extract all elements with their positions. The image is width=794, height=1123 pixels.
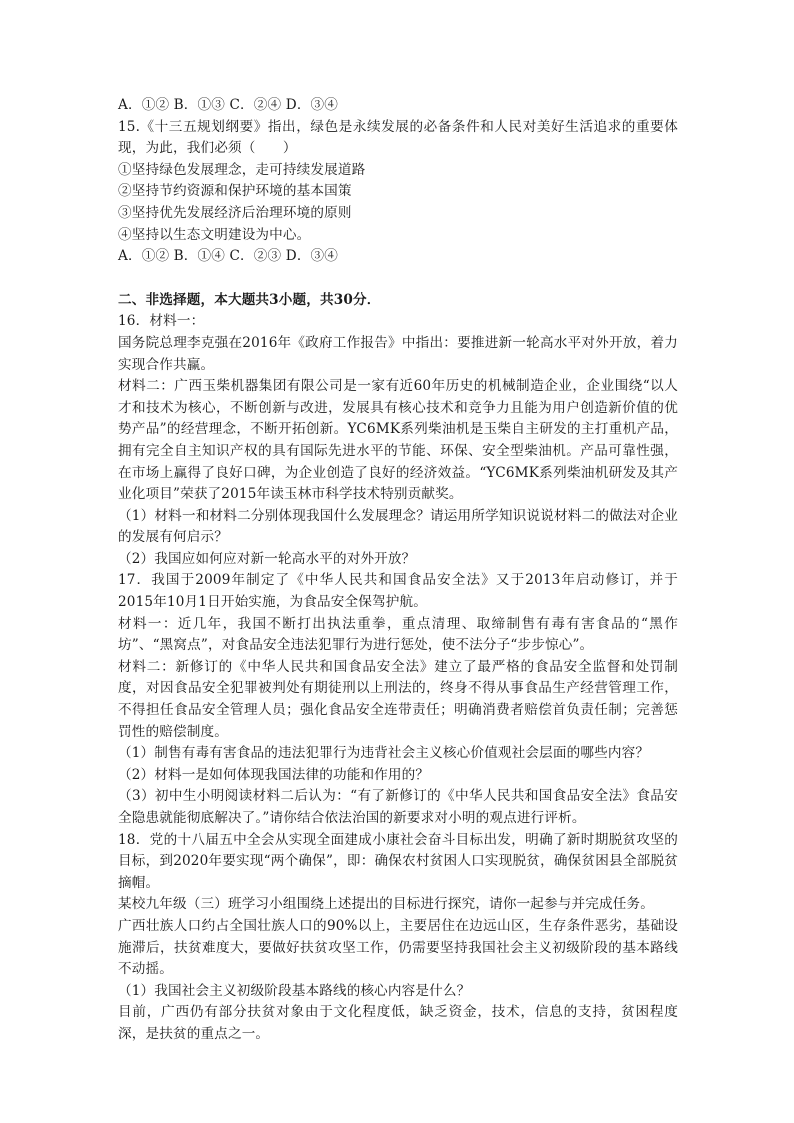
q15-item-1: ①坚持绿色发展理念，走可持续发展道路 bbox=[118, 161, 366, 178]
q18-material-2: 目前，广西仍有部分扶贫对象由于文化程度低，缺乏资金，技术，信息的支持，贫困程度深，是扶贫的重点之一。 bbox=[118, 1004, 678, 1042]
q15-item-2: ②坚持节约资源和保护环境的基本国策 bbox=[118, 183, 352, 200]
q15-stem: 15.《十三五规划纲要》指出，绿色是永续发展的必备条件和人民对美好生活追求的重要体现，为此，我们必须（ ） bbox=[118, 118, 678, 157]
q16-material-1: 国务院总理李克强在2016年《政府工作报告》中指出：要推进新一轮高水平对外开放，着力实现合作共赢。 bbox=[118, 334, 678, 373]
q16-number: 16．材料一： bbox=[118, 313, 205, 330]
q14-options: A．①② B．①③ C．②④ D．③④ bbox=[118, 97, 339, 113]
q17-question-2: （2）材料一是如何体现我国法律的功能和作用的？ bbox=[118, 766, 430, 783]
q17-stem: 17．我国于2009年制定了《中华人民共和国食品安全法》又于2013年启动修订，并于2015年10月1日开始实施，为食品安全保驾护航。 bbox=[118, 572, 678, 611]
q15-item-3: ③坚持优先发展经济后治理环境的原则 bbox=[118, 204, 352, 221]
q17-question-1: （1）制售有毒有害食品的违法犯罪行为违背社会主义核心价值观社会层面的哪些内容？ bbox=[118, 745, 650, 762]
q15-item-4: ④坚持以生态文明建设为中心。 bbox=[118, 226, 311, 243]
q16-question-1: （1）材料一和材料二分别体现我国什么发展理念？请运用所学知识说说材料二的做法对企业的发展有何启示？ bbox=[118, 507, 678, 546]
q17-question-3: （3）初中生小明阅读材料二后认为：“有了新修订的《中华人民共和国食品安全法》食品安全隐患就能彻底解决了。”请你结合依法治国的新要求对小明的观点进行评析。 bbox=[118, 788, 678, 826]
section-title: 二、非选择题，本大题共3小题，共30分． bbox=[118, 291, 381, 308]
q16-material-2: 材料二：广西玉柴机器集团有限公司是一家有近60年历史的机械制造企业，企业围绕“以人才和技术为核心，不断创新与改进，发展具有核心技术和竞争力且能为用户创造新价值的优势产品”的经营理念，不断开拓创新。YC6MK系列柴油机是玉柴自主研发的主打重机产品，拥有完全自主知识产权的具有国际先进水平的节能、环保、安全型柴油机。产品可靠性强，在市场上赢得了良好口碑，为企业创造了良好的经济效益。“YC6MK系列柴油机研发及其产业化项目”荣获了2015年读玉林市科学技术特别贡献奖。 bbox=[118, 378, 678, 503]
q18-material: 广西壮族人口约占全国壮族人口的90%以上，主要居住在边远山区，生存条件恶劣，基础设施滞后，扶贫难度大，要做好扶贫攻坚工作，仍需要坚持我国社会主义初级阶段的基本路线不动摇。 bbox=[118, 917, 678, 978]
q18-stem: 18．党的十八届五中全会从实现全面建成小康社会奋斗目标出发，明确了新时期脱贫攻坚的目标，到2020年要实现“两个确保”，即：确保农村贫困人口实现脱贫，确保贫困县全部脱贫摘帽。 bbox=[118, 831, 678, 891]
q18-question-1: （1）我国社会主义初级阶段基本路线的核心内容是什么？ bbox=[118, 982, 471, 999]
q16-question-2: （2）我国应如何应对新一轮高水平的对外开放？ bbox=[118, 550, 416, 567]
q18-intro: 某校九年级（三）班学习小组围绕上述提出的目标进行探究，请你一起参与并完成任务。 bbox=[118, 896, 655, 913]
q15-options: A．①② B．①④ C．②③ D．③④ bbox=[118, 248, 339, 265]
q17-material-2: 材料二：新修订的《中华人民共和国食品安全法》建立了最严格的食品安全监督和处罚制度，对因食品安全犯罪被判处有期徒刑以上刑法的，终身不得从事食品生产经营管理工作，不得担任食品安全管理人员；强化食品安全连带责任；明确消费者赔偿首负责任制；完善惩罚性的赔偿制度。 bbox=[118, 658, 678, 740]
q17-material-1: 材料一：近几年，我国不断打出执法重拳，重点清理、取缔制售有毒有害食品的“黑作坊”、“黑窝点”，对食品安全违法犯罪行为进行惩处，使不法分子“步步惊心”。 bbox=[118, 615, 678, 654]
document-page bbox=[118, 95, 678, 1046]
